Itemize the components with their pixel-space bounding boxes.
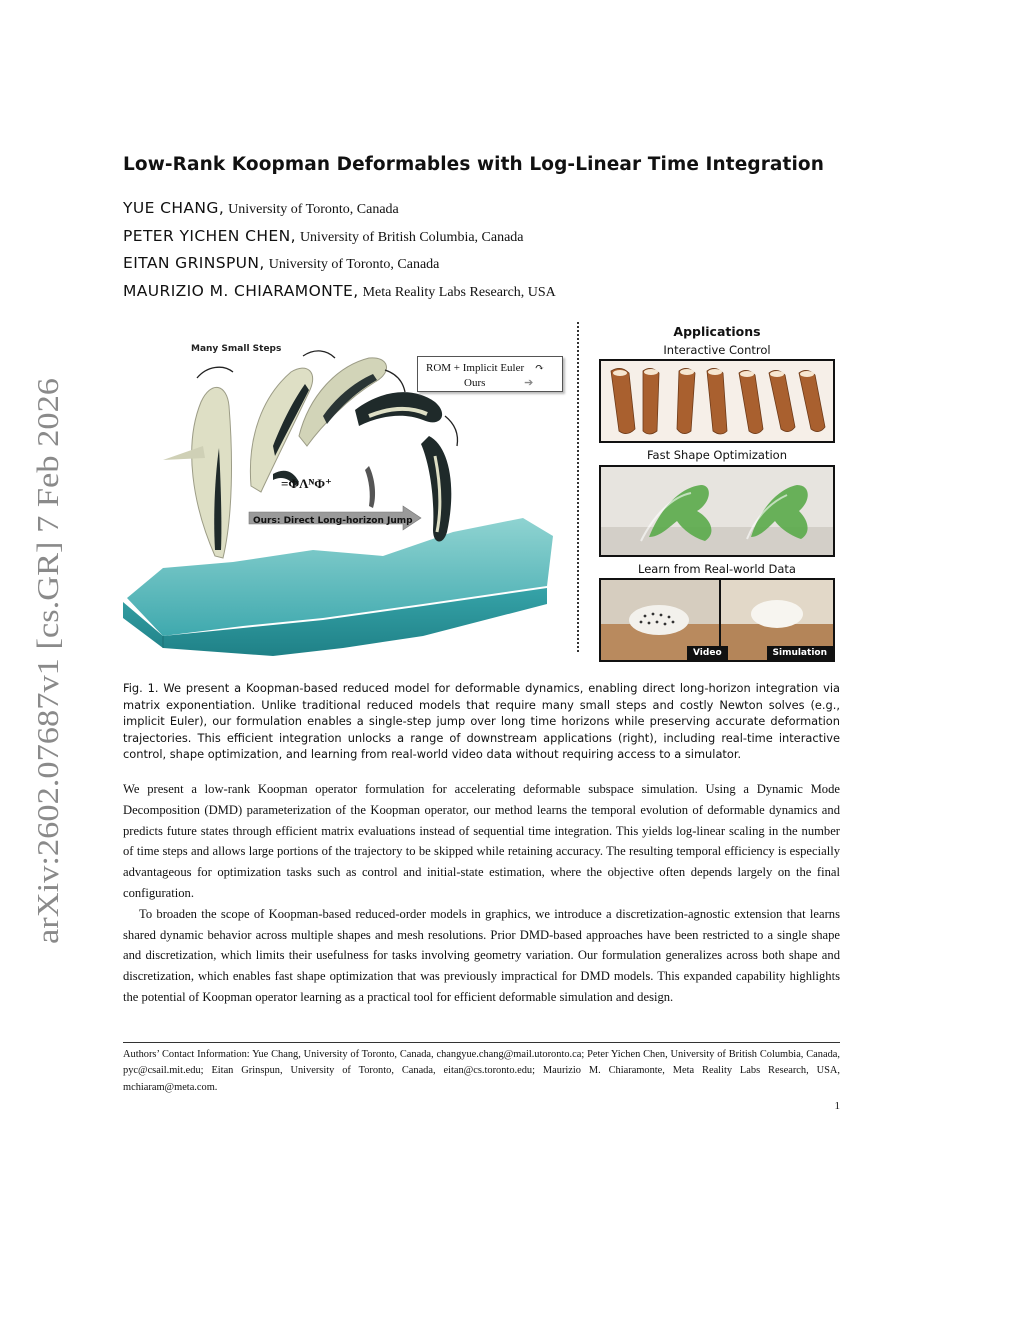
app-label-interactive-control: Interactive Control (663, 343, 771, 357)
whale-4 (355, 392, 442, 426)
applications-panel (597, 322, 841, 662)
author-name: MAURIZIO M. CHIARAMONTE, (123, 281, 359, 300)
shape-optimization-image (599, 465, 835, 557)
author-contact-footnote: Authors’ Contact Information: Yue Chang, University of Toronto, Canada, changyue.chang@mail.utoronto.ca; Peter Yichen Chen, University of British Columbia, Canada, pyc@csail.mit.edu; Eitan Grinspun, University of Toronto, Canada, eitan@cs.toronto.edu; Maurizio M. Chiaramonte, Meta Reality Labs Research, USA, mchiaram@meta.com. (123, 1049, 840, 1093)
app-label-real-world-data: Learn from Real-world Data (638, 562, 796, 576)
abstract-paragraph: To broaden the scope of Koopman-based reduced-order models in graphics, we introduce a discretization-agnostic extension that learns shared dynamic behavior across multiple shapes and mesh resolutions. Prior DMD-based approaches have been restricted to a single shape and discretization, which limits their usefulness for tasks involving geometry variation. Our formulation generalizes across both shape and discretization, which enables fast shape optimization that was previously impractical for DMD models. This expanded capability highlights the potential of Koopman operator learning as a practical tool for efficient deformable simulation and design. (123, 906, 840, 1004)
whale-5 (421, 436, 451, 542)
author-line (123, 280, 843, 308)
author-line (123, 197, 843, 225)
page-number: 1 (834, 1100, 840, 1112)
app-label-shape-optimization: Fast Shape Optimization (647, 448, 787, 462)
author-name: YUE CHANG, (123, 199, 225, 217)
abstract-paragraph: We present a low-rank Koopman operator formulation for accelerating deformable subspace simulation. Using a Dynamic Mode Decomposition (DMD) parameterization of the Koopman operator, our method learns the temporal evolution of deformable dynamics and predicts future states through efficient matrix evaluations instead of sequential time integration. This yields log-linear scaling in the number of time steps and allows large portions of the trajectory to be skipped while retaining accuracy. The resulting temporal efficiency is especially advantageous for optimization tasks such as control and initial-state estimation, where the objective often depends largely on the final configuration. (123, 782, 840, 900)
legend-rom (426, 361, 544, 374)
real-world-data-image (599, 578, 835, 662)
many-small-steps-label: Many Small Steps (191, 344, 282, 354)
method-legend (417, 356, 563, 392)
koopman-formula: =ΦΛᴺΦ⁺ (281, 476, 332, 491)
video-badge: Video (687, 646, 728, 660)
direct-jump-label: Ours: Direct Long-horizon Jump (253, 516, 413, 526)
arxiv-id: arXiv:2602.07687v1 [cs.GR] 7 Feb 2026 (32, 442, 65, 944)
author-line (123, 252, 843, 280)
curved-arrow-icon: ↷ (534, 362, 545, 374)
paper-title: Low-Rank Koopman Deformables with Log-Linear Time Integration (123, 154, 824, 175)
author-affiliation: University of Toronto, Canada (228, 202, 399, 217)
gray-arrow-icon: ➔ (524, 377, 534, 389)
author-affiliation: University of British Columbia, Canada (299, 229, 524, 245)
author-affiliation: University of Toronto, Canada (268, 257, 440, 272)
simulation-badge: Simulation (767, 646, 834, 660)
author-name: PETER YICHEN CHEN, (123, 226, 296, 245)
applications-title: Applications (673, 324, 761, 339)
legend-rom-label: ROM + Implicit Euler (426, 362, 525, 374)
whale-1 (163, 387, 231, 558)
author-affiliation: Meta Reality Labs Research, USA (362, 284, 556, 300)
figure-divider (577, 322, 579, 652)
figure-caption: Fig. 1. We present a Koopman-based reduced model for deformable dynamics, enabling direct long-horizon integration via matrix exponentiation. Unlike traditional reduced models that require many small steps and costly Newton solves (e.g., implicit Euler), our formulation enables a single-step jump over long time horizons while preserving accurate deformation trajectories. This efficient integration unlocks a range of downstream applications (right), including real-time interactive control, shape optimization, and learning from real-world video data without requiring access to a simulator. (123, 681, 840, 762)
legend-ours (464, 376, 533, 389)
abstract (123, 779, 840, 1008)
author-line (123, 225, 843, 253)
interactive-control-image (599, 359, 835, 443)
author-list (123, 197, 843, 307)
figure-1 (123, 322, 841, 662)
legend-ours-label: Ours (464, 377, 486, 389)
arxiv-stamp (32, 378, 68, 948)
footnote-rule (123, 1042, 840, 1043)
author-name: EITAN GRINSPUN, (123, 254, 265, 272)
whale-illustration (123, 336, 573, 666)
